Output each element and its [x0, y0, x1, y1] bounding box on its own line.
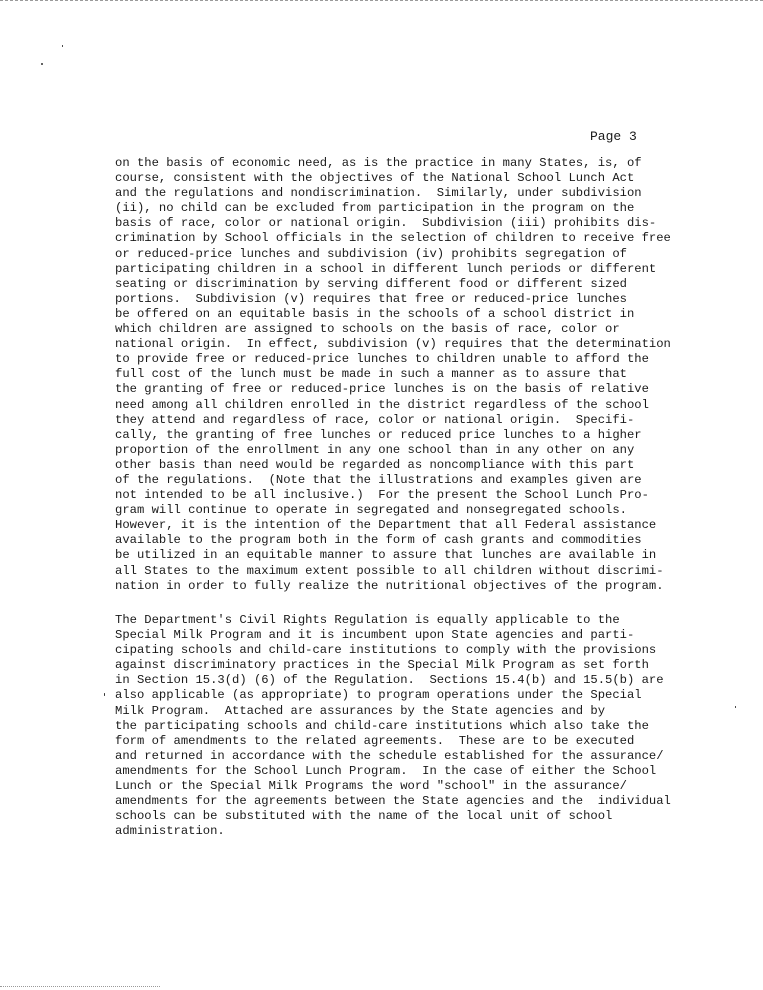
text-line: not intended to be all inclusive.) For the present the School Lunch Pro-: [115, 488, 649, 503]
text-line: be offered on an equitable basis in the schools of a school district in: [115, 306, 635, 321]
text-line: available to the program both in the form of cash grants and commodities: [115, 533, 642, 548]
text-line: seating or discrimination by serving different food or different sized: [115, 276, 627, 291]
text-line: nation in order to fully realize the nutritional objectives of the program.: [115, 578, 664, 593]
scan-speck: [735, 706, 736, 708]
text-line: basis of race, color or national origin. Subdivision (iii) prohibits dis-: [115, 216, 657, 231]
body-paragraph: [115, 613, 671, 839]
text-line: form of amendments to the related agreements. These are to be executed: [115, 733, 635, 748]
text-line: to provide free or reduced-price lunches to children unable to afford the: [115, 352, 649, 367]
text-line: against discriminatory practices in the Special Milk Program as set forth: [115, 658, 649, 673]
scan-speck: [41, 63, 43, 65]
text-line: cally, the granting of free lunches or reduced price lunches to a higher: [115, 427, 642, 442]
text-line: Special Milk Program and it is incumbent upon State agencies and parti-: [115, 628, 635, 643]
page-number: Page 3: [590, 129, 637, 144]
top-scan-border: [0, 0, 763, 1]
text-line: in Section 15.3(d) (6) of the Regulation. Sections 15.4(b) and 15.5(b) are: [115, 673, 664, 688]
text-line: participating children in a school in different lunch periods or different: [115, 261, 657, 276]
text-line: other basis than need would be regarded as noncompliance with this part: [115, 457, 635, 472]
text-line: be utilized in an equitable manner to assure that lunches are available in: [115, 548, 657, 563]
text-line: need among all children enrolled in the district regardless of the school: [115, 397, 649, 412]
text-line: crimination by School officials in the selection of children to receive free: [115, 231, 671, 246]
text-line: all States to the maximum extent possible to all children without discrimi-: [115, 563, 664, 578]
text-line: which children are assigned to schools on the basis of race, color or: [115, 322, 620, 337]
scan-speck: [62, 45, 63, 47]
text-line: However, it is the intention of the Department that all Federal assistance: [115, 518, 657, 533]
text-line: also applicable (as appropriate) to program operations under the Special: [115, 688, 642, 703]
text-line: on the basis of economic need, as is the practice in many States, is, of: [115, 156, 642, 170]
body-paragraph: [115, 156, 671, 594]
text-line: amendments for the School Lunch Program. In the case of either the School: [115, 763, 657, 778]
text-line: gram will continue to operate in segregated and nonsegregated schools.: [115, 503, 627, 518]
text-line: administration.: [115, 824, 225, 839]
text-line: portions. Subdivision (v) requires that free or reduced-price lunches: [115, 291, 627, 306]
scan-speck: [104, 693, 105, 696]
text-line: they attend and regardless of race, color or national origin. Specifi-: [115, 412, 635, 427]
text-line: course, consistent with the objectives of the National School Lunch Act: [115, 171, 635, 186]
text-line: amendments for the agreements between the State agencies and the individual: [115, 794, 671, 809]
text-line: Lunch or the Special Milk Programs the word "school" in the assurance/: [115, 779, 627, 794]
text-line: the granting of free or reduced-price lunches is on the basis of relative: [115, 382, 649, 397]
text-line: schools can be substituted with the name of the local unit of school: [115, 809, 613, 824]
text-line: of the regulations. (Note that the illustrations and examples given are: [115, 472, 642, 487]
text-line: or reduced-price lunches and subdivision (iv) prohibits segregation of: [115, 246, 627, 261]
bottom-scan-border: [0, 986, 160, 987]
text-line: Milk Program. Attached are assurances by the State agencies and by: [115, 703, 606, 718]
text-line: The Department's Civil Rights Regulation is equally applicable to the: [115, 613, 620, 627]
text-line: (ii), no child can be excluded from participation in the program on the: [115, 201, 635, 216]
text-line: and returned in accordance with the schedule established for the assurance/: [115, 748, 664, 763]
text-line: the participating schools and child-care institutions which also take the: [115, 718, 649, 733]
text-line: national origin. In effect, subdivision (v) requires that the determination: [115, 337, 671, 352]
text-line: full cost of the lunch must be made in such a manner as to assure that: [115, 367, 627, 382]
text-line: cipating schools and child-care institutions to comply with the provisions: [115, 643, 657, 658]
text-line: and the regulations and nondiscrimination. Similarly, under subdivision: [115, 186, 642, 201]
text-line: proportion of the enrollment in any one school than in any other on any: [115, 442, 635, 457]
